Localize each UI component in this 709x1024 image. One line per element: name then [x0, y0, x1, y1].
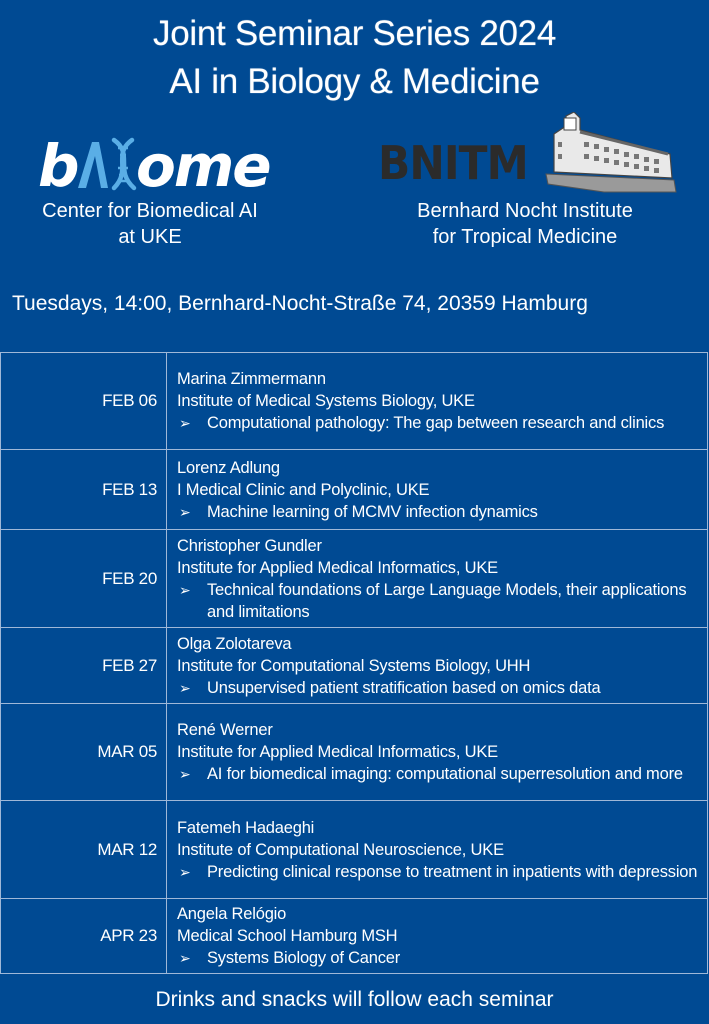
seminar-date: FEB 06 [1, 353, 167, 450]
speaker-institute: I Medical Clinic and Polyclinic, UKE [177, 480, 430, 499]
seminar-date: APR 23 [1, 899, 167, 974]
talk-title: Machine learning of MCMV infection dynamics [207, 502, 538, 521]
baiome-logo-icon [38, 136, 278, 196]
talk-title-item [177, 579, 699, 623]
bnitm-caption-line2: for Tropical Medicine [432, 226, 618, 248]
talk-title-item [177, 677, 699, 699]
seminar-info [167, 450, 708, 530]
seminar-info [167, 704, 708, 801]
svg-text:b: b [38, 136, 80, 196]
talk-title: Unsupervised patient stratification based on omics data [207, 678, 601, 697]
table-row [1, 628, 708, 704]
svg-text:ome: ome [136, 136, 270, 196]
baiome-logo [38, 136, 278, 196]
arrow-bullet-icon: ➢ [179, 766, 191, 782]
bnitm-building-icon [544, 112, 678, 196]
arrow-bullet-icon: ➢ [179, 503, 191, 520]
speaker-institute: Institute of Medical Systems Biology, UKE [177, 392, 475, 410]
arrow-bullet-icon: ➢ [179, 950, 191, 966]
page-subtitle: AI in Biology & Medicine [169, 62, 540, 101]
table-row [1, 801, 708, 899]
talk-title: Computational pathology: The gap between research and clinics [207, 414, 665, 432]
seminar-info [167, 899, 708, 974]
venue-info: Tuesdays, 14:00, Bernhard-Nocht-Straße 74, 20359 Hamburg [12, 292, 588, 315]
schedule-table [0, 352, 708, 974]
table-row [1, 530, 708, 628]
speaker-name: Fatemeh Hadaeghi [177, 818, 315, 837]
talk-title: Predicting clinical response to treatment in inpatients with depression [207, 862, 698, 881]
talk-title: Systems Biology of Cancer [207, 949, 401, 967]
table-row [1, 899, 708, 974]
speaker-institute: Institute for Computational Systems Biology, UHH [177, 656, 531, 675]
talk-title-item [177, 412, 699, 434]
speaker-name: Angela Relógio [177, 905, 287, 923]
seminar-date: FEB 27 [1, 628, 167, 704]
table-row [1, 450, 708, 530]
seminar-info [167, 530, 708, 628]
seminar-date: MAR 12 [1, 801, 167, 899]
seminar-info [167, 628, 708, 704]
arrow-bullet-icon: ➢ [179, 679, 191, 696]
talk-title: Technical foundations of Large Language Models, their applications and limitations [207, 580, 687, 621]
bnitm-caption-line1: Bernhard Nocht Institute [417, 200, 633, 222]
footer-note: Drinks and snacks will follow each seminar [155, 988, 554, 1011]
speaker-institute: Institute of Computational Neuroscience, UKE [177, 840, 504, 859]
arrow-bullet-icon: ➢ [179, 581, 191, 598]
table-row [1, 704, 708, 801]
seminar-info [167, 801, 708, 899]
page-title: Joint Seminar Series 2024 [153, 14, 556, 53]
baiome-caption [0, 198, 300, 250]
talk-title-item [177, 861, 699, 883]
bnitm-caption [370, 198, 680, 250]
seminar-date: FEB 20 [1, 530, 167, 628]
seminar-info [167, 353, 708, 450]
speaker-name: Olga Zolotareva [177, 634, 292, 653]
speaker-institute: Medical School Hamburg MSH [177, 927, 398, 945]
talk-title: AI for biomedical imaging: computational superresolution and more [207, 765, 683, 783]
talk-title-item [177, 947, 699, 969]
speaker-institute: Institute for Applied Medical Informatics, UKE [177, 558, 498, 577]
baiome-caption-line1: Center for Biomedical AI [42, 200, 258, 222]
speaker-name: Lorenz Adlung [177, 458, 280, 477]
speaker-institute: Institute for Applied Medical Informatics, UKE [177, 743, 498, 761]
arrow-bullet-icon: ➢ [179, 415, 191, 431]
baiome-caption-line2: at UKE [118, 226, 182, 248]
seminar-date: FEB 13 [1, 450, 167, 530]
table-row [1, 353, 708, 450]
speaker-name: René Werner [177, 721, 273, 739]
arrow-bullet-icon: ➢ [179, 863, 191, 880]
talk-title-item [177, 501, 699, 523]
bnitm-logo-text: BNITM [378, 136, 528, 190]
speaker-name: Christopher Gundler [177, 536, 322, 555]
talk-title-item [177, 763, 699, 785]
seminar-date: MAR 05 [1, 704, 167, 801]
speaker-name: Marina Zimmermann [177, 370, 326, 388]
